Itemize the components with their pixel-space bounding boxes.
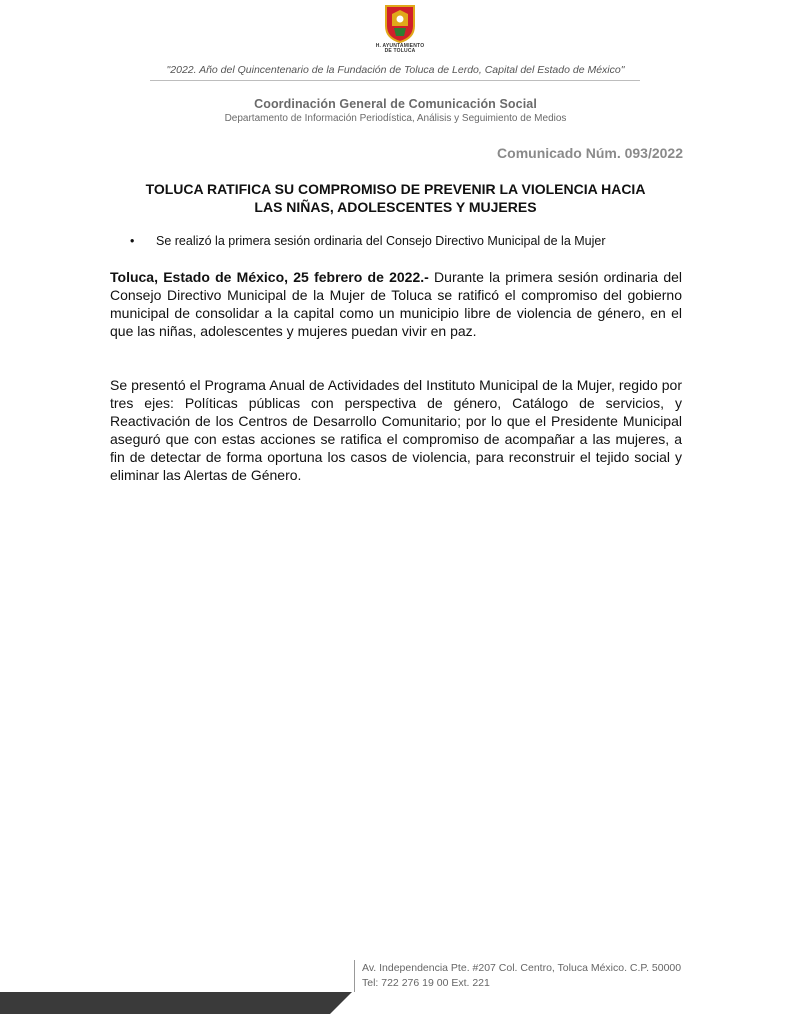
title-line-1: TOLUCA RATIFICA SU COMPROMISO DE PREVENIR LA VIOLENCIA HACIA [145, 181, 646, 197]
footer-separator [354, 960, 355, 992]
footer-address: Av. Independencia Pte. #207 Col. Centro, Toluca México. C.P. 50000 [362, 962, 682, 974]
bullet-text: Se realizó la primera sesión ordinaria del Consejo Directivo Municipal de la Mujer [156, 234, 606, 248]
logo-caption-line1: H. AYUNTAMIENTO [375, 43, 425, 49]
summary-bullet [130, 234, 690, 248]
department-subtitle: Departamento de Información Periodística, Análisis y Seguimiento de Medios [224, 113, 567, 124]
dateline: Toluca, Estado de México, 25 febrero de 2022.- [110, 269, 429, 285]
footer-bar [0, 992, 330, 1014]
body-paragraph-2: Se presentó el Programa Anual de Actividades del Instituto Municipal de la Mujer, regido por tres ejes: Políticas públicas con perspectiva de género, Catálogo de servicios, y Reactivación de los Centros de Desarrollo Comunitario; por lo que el Presidente Municipal aseguró que con estas acciones se ratifica el compromiso de acompañar a las mujeres, a fin de detectar de forma oportuna los casos de violencia, para reconstruir el tejido social y eliminar las Alertas de Género. [110, 377, 682, 483]
release-number: Comunicado Núm. 093/2022 [497, 145, 683, 161]
header-divider [150, 80, 640, 81]
paragraph-1-text: Durante la primera sesión ordinaria del Consejo Directivo Municipal de la Mujer de Toluca se ratificó el compromiso del gobierno municipal de consolidar a la capital como un municipio libre de violencia de género, en el que las niñas, adolescentes y mujeres puedan vivir en paz. [110, 269, 682, 339]
coordination-title: Coordinación General de Comunicación Social [254, 97, 537, 111]
bullet-icon: • [130, 234, 135, 248]
municipal-logo [368, 4, 432, 60]
coat-of-arms-icon [376, 4, 424, 44]
document-title [110, 180, 681, 216]
title-line-2: LAS NIÑAS, ADOLESCENTES Y MUJERES [254, 199, 537, 215]
footer-phone: Tel: 722 276 19 00 Ext. 221 [362, 977, 490, 989]
year-slogan: "2022. Año del Quincentenario de la Fundación de Toluca de Lerdo, Capital del Estado de México" [166, 64, 625, 76]
body-paragraph-1 [110, 268, 682, 340]
logo-caption-line2: DE TOLUCA [384, 48, 416, 54]
